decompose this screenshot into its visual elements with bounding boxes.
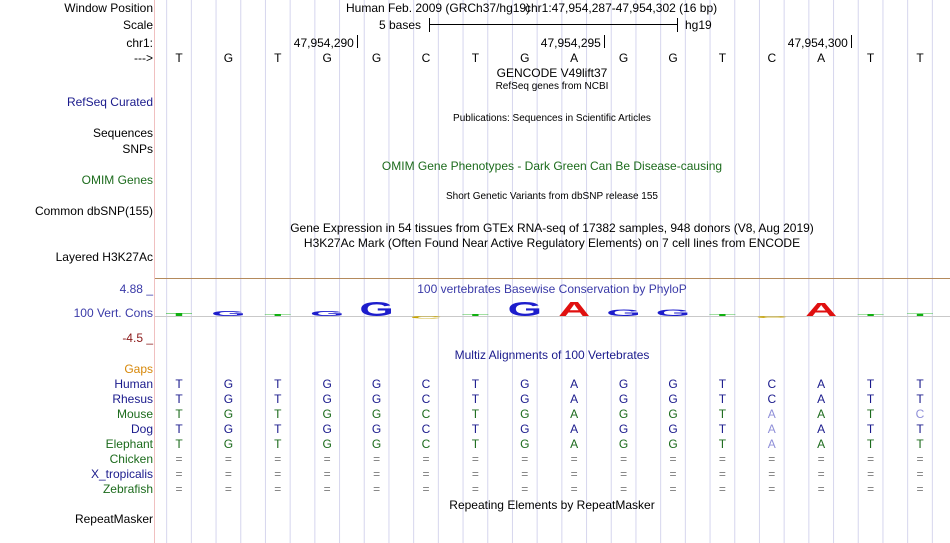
reference-base: G: [322, 51, 332, 65]
multiz-base: G: [668, 407, 678, 421]
conservation-min-label: -4.5 _: [122, 331, 153, 345]
reference-base: T: [916, 51, 924, 65]
scale-db-text: hg19: [685, 18, 712, 32]
window-position-label: Window Position: [64, 1, 153, 15]
multiz-base: T: [866, 407, 875, 421]
multiz-base: =: [916, 452, 924, 466]
scale-bar-left-tick: [429, 18, 430, 32]
multiz-base: =: [323, 467, 331, 481]
multiz-base: C: [767, 392, 777, 406]
multiz-base: T: [718, 377, 727, 391]
multiz-base: T: [866, 377, 875, 391]
multiz-base: T: [916, 422, 924, 436]
multiz-base: G: [668, 392, 678, 406]
multiz-base: G: [371, 392, 382, 406]
multiz-base: =: [373, 452, 381, 466]
multiz-base: T: [718, 437, 727, 451]
reference-base: T: [718, 51, 727, 65]
multiz-base: G: [322, 422, 332, 436]
multiz-base: G: [520, 437, 530, 451]
multiz-base: G: [520, 377, 530, 391]
coordinate-tick: [604, 35, 605, 48]
multiz-species-label[interactable]: Dog: [130, 422, 153, 436]
multiz-species-label[interactable]: X_tropicalis: [90, 467, 153, 481]
conservation-logo-letter: T: [857, 313, 885, 317]
multiz-base: =: [422, 467, 430, 481]
multiz-base: G: [322, 437, 332, 451]
multiz-base: =: [916, 482, 924, 496]
multiz-base: =: [274, 482, 282, 496]
conservation-logo-letter: G: [507, 298, 542, 321]
multiz-base: T: [274, 422, 282, 436]
reference-base: G: [223, 51, 234, 65]
conservation-logo: [0, 290, 950, 340]
multiz-species-label[interactable]: Elephant: [105, 437, 153, 451]
multiz-base: G: [322, 407, 332, 421]
multiz-base: G: [371, 377, 382, 391]
multiz-base: T: [866, 422, 875, 436]
coordinate-tick-label: 47,954,295: [540, 36, 601, 50]
multiz-base: G: [520, 392, 530, 406]
multiz-base: =: [916, 467, 924, 481]
multiz-base: T: [175, 392, 183, 406]
multiz-base: A: [767, 437, 776, 451]
multiz-base: G: [371, 422, 382, 436]
multiz-base: G: [618, 437, 629, 451]
reference-base: A: [570, 51, 579, 65]
multiz-base: T: [866, 437, 875, 451]
multiz-base: G: [520, 407, 530, 421]
conservation-logo-letter: T: [906, 312, 934, 317]
conservation-logo-letter: T: [264, 313, 292, 317]
conservation-logo-letter: A: [805, 299, 838, 321]
h3k27ac-track-label[interactable]: Layered H3K27Ac: [55, 250, 153, 264]
multiz-base: T: [916, 377, 924, 391]
snps-track-label[interactable]: SNPs: [122, 142, 153, 156]
multiz-base: C: [421, 407, 431, 421]
multiz-base: G: [322, 377, 332, 391]
multiz-base: C: [915, 407, 925, 421]
conservation-logo-letter: G: [606, 307, 641, 319]
chrom-label: chr1:: [126, 36, 153, 50]
multiz-base: A: [817, 437, 826, 451]
multiz-base: A: [817, 407, 826, 421]
conservation-logo-letter: T: [461, 313, 489, 317]
gencode-track-subtitle: RefSeq genes from NCBI: [495, 81, 609, 92]
multiz-species-label[interactable]: Human: [114, 377, 153, 391]
multiz-base: =: [175, 482, 183, 496]
multiz-base: T: [471, 437, 480, 451]
track-separator: [155, 278, 950, 279]
reference-base: G: [371, 51, 382, 65]
multiz-base: =: [175, 467, 183, 481]
multiz-base: =: [570, 452, 578, 466]
multiz-base: A: [817, 377, 826, 391]
multiz-base: G: [618, 392, 629, 406]
omim-track-title[interactable]: OMIM Gene Phenotypes - Dark Green Can Be Disease-causing: [381, 159, 723, 173]
multiz-base: T: [274, 392, 282, 406]
multiz-base: =: [471, 482, 479, 496]
gtex-track-title[interactable]: Gene Expression in 54 tissues from GTEx RNA-seq of 17382 samples, 948 donors (V8, Aug 2019): [290, 221, 814, 235]
multiz-base: T: [916, 437, 924, 451]
multiz-base: G: [322, 392, 332, 406]
multiz-base: =: [224, 467, 232, 481]
multiz-base: =: [224, 482, 232, 496]
position-text[interactable]: chr1:47,954,287-47,954,302 (16 bp): [525, 1, 718, 15]
omim-track-label[interactable]: OMIM Genes: [81, 173, 153, 187]
multiz-base: T: [274, 437, 282, 451]
multiz-base: G: [668, 422, 678, 436]
conservation-logo-letter: G: [211, 309, 246, 318]
sequences-track-label[interactable]: Sequences: [92, 126, 153, 140]
multiz-base: C: [421, 377, 431, 391]
sidebar-divider: [154, 0, 155, 543]
multiz-base: G: [223, 392, 234, 406]
scale-bases-text: 5 bases: [379, 18, 422, 32]
conservation-track-label[interactable]: 100 Vert. Cons: [73, 306, 153, 320]
multiz-base: A: [570, 422, 579, 436]
multiz-base: G: [668, 377, 678, 391]
multiz-base: =: [718, 467, 726, 481]
multiz-base: =: [768, 482, 776, 496]
multiz-base: T: [718, 392, 727, 406]
multiz-base: =: [620, 482, 628, 496]
multiz-base: A: [817, 422, 826, 436]
multiz-base: G: [223, 437, 234, 451]
multiz-base: T: [175, 377, 183, 391]
multiz-track-title[interactable]: Multiz Alignments of 100 Vertebrates: [454, 348, 650, 362]
multiz-base: =: [373, 467, 381, 481]
multiz-base: =: [620, 452, 628, 466]
multiz-base: =: [373, 482, 381, 496]
multiz-base: =: [570, 482, 578, 496]
multiz-base: G: [618, 407, 629, 421]
conservation-logo-letter: G: [310, 309, 345, 318]
conservation-logo-letter: A: [558, 298, 591, 321]
multiz-base: =: [521, 452, 529, 466]
multiz-base: T: [175, 407, 183, 421]
multiz-base: C: [767, 377, 777, 391]
multiz-base: G: [223, 407, 234, 421]
multiz-base: =: [570, 467, 578, 481]
multiz-base: G: [371, 407, 382, 421]
multiz-base: A: [767, 407, 776, 421]
conservation-track-title[interactable]: 100 vertebrates Basewise Conservation by PhyloP: [417, 282, 687, 296]
multiz-base: C: [421, 422, 431, 436]
multiz-base: G: [618, 422, 629, 436]
multiz-species-label[interactable]: Rhesus: [112, 392, 153, 406]
multiz-base: T: [916, 392, 924, 406]
multiz-base: T: [471, 407, 480, 421]
multiz-base: A: [570, 377, 579, 391]
multiz-base: =: [471, 467, 479, 481]
conservation-logo-letter: T: [708, 313, 736, 317]
multiz-base: T: [471, 377, 480, 391]
multiz-base: T: [471, 392, 480, 406]
multiz-base: G: [223, 422, 234, 436]
multiz-base: T: [274, 407, 282, 421]
multiz-base: T: [274, 377, 282, 391]
multiz-species-label[interactable]: Chicken: [109, 452, 153, 466]
multiz-base: A: [570, 407, 579, 421]
coordinate-tick-label: 47,954,290: [293, 36, 354, 50]
multiz-base: T: [175, 422, 183, 436]
refseq-track-label[interactable]: RefSeq Curated: [66, 95, 153, 109]
reference-base: G: [520, 51, 530, 65]
multiz-base: T: [866, 392, 875, 406]
reference-base: T: [866, 51, 875, 65]
repeatmasker-track-label[interactable]: RepeatMasker: [74, 512, 153, 526]
scale-bar: [429, 24, 677, 25]
reference-base: T: [274, 51, 282, 65]
multiz-base: C: [421, 392, 431, 406]
multiz-base: G: [618, 377, 629, 391]
multiz-base: =: [274, 467, 282, 481]
multiz-base: T: [718, 407, 727, 421]
multiz-base: G: [223, 377, 234, 391]
repeatmasker-track-title[interactable]: Repeating Elements by RepeatMasker: [449, 498, 655, 512]
multiz-base: T: [175, 437, 183, 451]
multiz-base: G: [520, 422, 530, 436]
multiz-base: =: [224, 452, 232, 466]
multiz-base: =: [669, 467, 677, 481]
multiz-base: C: [421, 437, 431, 451]
multiz-base: =: [521, 467, 529, 481]
multiz-base: =: [323, 482, 331, 496]
multiz-species-label[interactable]: Zebrafish: [102, 482, 153, 496]
multiz-base: =: [817, 452, 825, 466]
dbsnp-track-label[interactable]: Common dbSNP(155): [34, 204, 153, 218]
coordinate-tick: [851, 35, 852, 48]
multiz-base: =: [471, 452, 479, 466]
dbsnp-track-title[interactable]: Short Genetic Variants from dbSNP release 155: [446, 191, 658, 202]
multiz-base: =: [669, 482, 677, 496]
multiz-base: T: [471, 422, 480, 436]
scale-label: Scale: [122, 18, 153, 32]
multiz-base: =: [323, 452, 331, 466]
scale-bar-right-tick: [677, 18, 678, 32]
multiz-base: =: [175, 452, 183, 466]
conservation-logo-letter: C: [755, 315, 788, 319]
multiz-base: A: [570, 437, 579, 451]
multiz-base: =: [867, 452, 875, 466]
multiz-base: T: [718, 422, 727, 436]
publications-track-title[interactable]: Publications: Sequences in Scientific Articles: [453, 113, 651, 124]
conservation-logo-letter: T: [165, 312, 193, 317]
multiz-base: =: [817, 482, 825, 496]
reference-base: C: [421, 51, 431, 65]
multiz-base: =: [867, 482, 875, 496]
reference-base: G: [618, 51, 629, 65]
multiz-base: =: [422, 482, 430, 496]
reference-base: T: [471, 51, 480, 65]
conservation-logo-letter: C: [410, 315, 442, 320]
assembly-text: Human Feb. 2009 (GRCh37/hg19): [346, 1, 531, 15]
multiz-base: =: [521, 482, 529, 496]
multiz-species-label[interactable]: Mouse: [116, 407, 153, 421]
reference-base: A: [817, 51, 826, 65]
multiz-base: =: [817, 467, 825, 481]
coordinate-tick: [357, 35, 358, 48]
multiz-base: A: [570, 392, 579, 406]
multiz-base: A: [817, 392, 826, 406]
reference-base: C: [767, 51, 777, 65]
multiz-base: =: [768, 467, 776, 481]
multiz-base: A: [767, 422, 776, 436]
multiz-base: =: [422, 452, 430, 466]
multiz-base: =: [718, 452, 726, 466]
multiz-base: =: [718, 482, 726, 496]
h3k27ac-track-title[interactable]: H3K27Ac Mark (Often Found Near Active Regulatory Elements) on 7 cell lines from ENCODE: [303, 236, 801, 250]
multiz-base: =: [274, 452, 282, 466]
strand-label: --->: [134, 51, 153, 65]
gencode-track-title[interactable]: GENCODE V49lift37: [496, 66, 608, 80]
conservation-logo-letter: G: [655, 307, 691, 319]
multiz-base: G: [668, 437, 678, 451]
coordinate-tick-label: 47,954,300: [787, 36, 848, 50]
multiz-base: =: [620, 467, 628, 481]
multiz-base: =: [768, 452, 776, 466]
multiz-base: G: [371, 437, 382, 451]
multiz-base: =: [867, 467, 875, 481]
reference-base: T: [175, 51, 183, 65]
multiz-base: =: [669, 452, 677, 466]
conservation-max-label: 4.88 _: [119, 282, 153, 296]
reference-base: G: [668, 51, 678, 65]
conservation-logo-letter: G: [359, 298, 394, 321]
multiz-gaps-label: Gaps: [124, 362, 153, 376]
